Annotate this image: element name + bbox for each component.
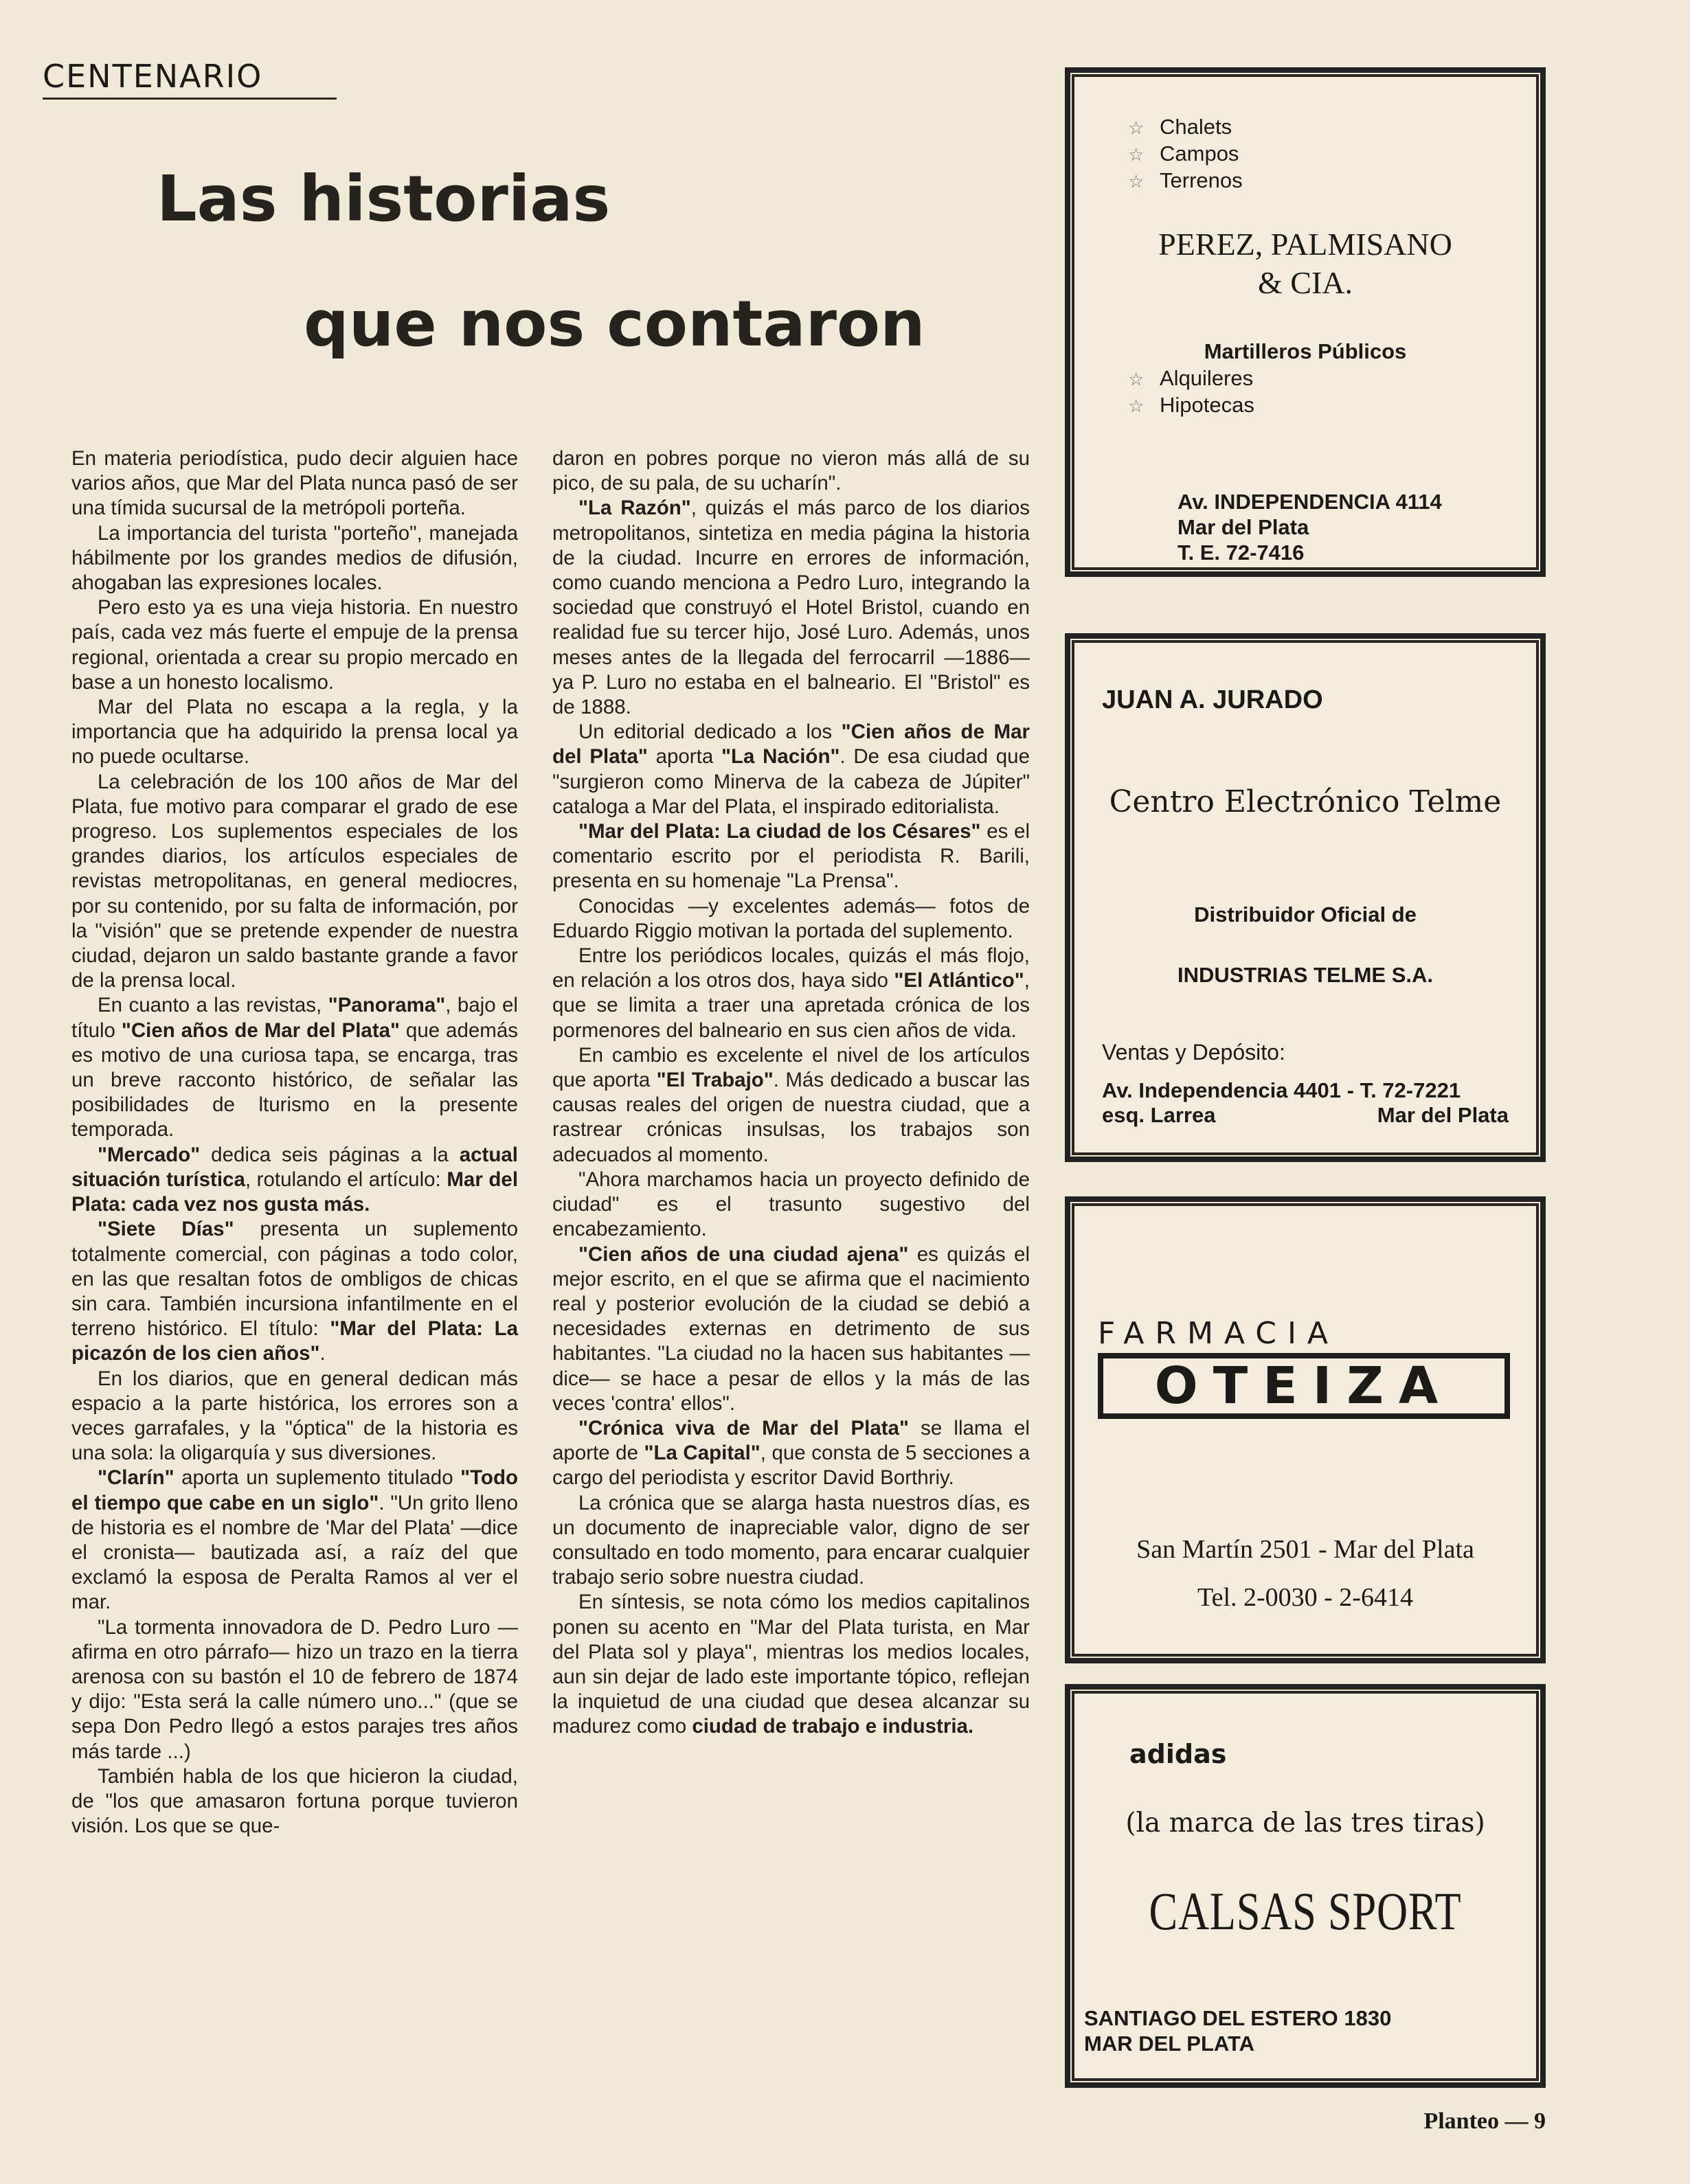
text: . xyxy=(319,1342,326,1365)
ad-distributor-2: INDUSTRIAS TELME S.A. xyxy=(1177,963,1433,987)
ad-phone: T. E. 72-7416 xyxy=(1178,541,1305,565)
magazine-name: Planteo xyxy=(1423,2108,1499,2134)
item-campos: Campos xyxy=(1160,141,1239,166)
bold-text: "La Razón" xyxy=(578,497,691,520)
bold-text: "Mercado" xyxy=(98,1143,201,1166)
article-paragraph xyxy=(552,1242,1030,1416)
star-icon: ☆ xyxy=(1128,396,1145,416)
star-icon: ☆ xyxy=(1128,369,1145,389)
bold-text: "El Trabajo" xyxy=(656,1069,774,1092)
article-paragraph xyxy=(71,695,518,770)
ad-address-city: Mar del Plata xyxy=(1377,1103,1509,1127)
ad-phone: Tel. 2-0030 - 2-6414 xyxy=(1197,1583,1413,1612)
article-paragraph xyxy=(71,446,518,521)
ad-owner: JUAN A. JURADO xyxy=(1102,685,1323,714)
headline-line-2: que nos contaron xyxy=(304,287,925,361)
ad-perez-palmisano xyxy=(1072,74,1539,570)
ad-farmacia-oteiza xyxy=(1072,1203,1539,1657)
adidas-logo: adidas xyxy=(1129,1739,1227,1769)
text: . "Un grito lleno de historia es el nombre de 'Mar del Plata' —dice el cronista— bautizada así, a raíz del que exclamó la esposa de Peralta Ramos al ver el mar. xyxy=(71,1491,518,1614)
text: , que se limita a traer una apretada crónica de los pormenores del balneario en sus cien años de vida. xyxy=(552,969,1030,1042)
article-paragraph xyxy=(552,819,1030,894)
ad-firm-name-1: PEREZ, PALMISANO xyxy=(1158,227,1452,262)
text: Mar del Plata no escapa a la regla, y la importancia que ha adquirido la prensa local ya no puede ocultarse. xyxy=(71,696,518,769)
text: En los diarios, que en general dedican más espacio a la parte histórica, los errores son a veces garrafales, y la "óptica" de la historia es una sola: la oligarquía y sus diversiones. xyxy=(71,1367,518,1465)
ad-subtitle: Martilleros Públicos xyxy=(1204,339,1407,363)
text: dedica seis páginas a la xyxy=(200,1143,460,1166)
text: Un editorial dedicado a los xyxy=(578,720,842,744)
bold-text: ciudad de trabajo e industria. xyxy=(692,1715,974,1738)
pharmacy-label: FARMACIA xyxy=(1098,1316,1340,1351)
article-paragraph xyxy=(552,1043,1030,1168)
article-paragraph xyxy=(552,1491,1030,1591)
ad-address-1: Av. INDEPENDENCIA 4114 xyxy=(1178,490,1442,514)
article-paragraph xyxy=(71,595,518,695)
text: es el comentario escrito por el periodista R. Barili, presenta en su homenaje "La Prensa". xyxy=(552,820,1030,893)
article-paragraph xyxy=(71,1143,518,1218)
text: "Ahora marchamos hacia un proyecto definido de ciudad" es el trasunto sugestivo del encabezamiento. xyxy=(552,1168,1030,1241)
text: En materia periodística, pudo decir alguien hace varios años, que Mar del Plata nunca pasó de ser una tímida sucursal de la metrópoli porteña. xyxy=(71,447,518,520)
article-paragraph xyxy=(71,1367,518,1466)
article-paragraph xyxy=(552,720,1030,819)
page-footer xyxy=(1423,2108,1546,2135)
bold-text: Mar del Plata: cada vez nos gusta más. xyxy=(71,1168,519,1216)
bold-text: "Cien años de una ciudad ajena" xyxy=(578,1242,909,1266)
text: Entre los periódicos locales, quizás el más flojo, en relación a los otros dos, haya sido xyxy=(552,944,1030,992)
article-paragraph xyxy=(71,1217,518,1366)
article-paragraph xyxy=(71,770,518,994)
article-paragraph xyxy=(552,944,1030,1043)
article-paragraph xyxy=(552,1590,1030,1739)
bold-text: "Cien años de Mar del Plata" xyxy=(121,1019,401,1042)
bold-text: "Cien años de Mar del Plata" xyxy=(552,720,1030,769)
text: aporta xyxy=(647,745,721,769)
text: La celebración de los 100 años de Mar del Plata, fue motivo para comparar el grado de ese progreso. Los suplementos especiales de los grandes diarios, los artículos especiales de revistas metropolitanas, en general mediocres, por su contenido, por su falta de información, por la "visión" que se pretende expender de nuestra ciudad, dejaron un saldo bastante grande a favor de la prensa local. xyxy=(71,770,518,992)
text: , que consta de 5 secciones a cargo del periodista y escritor David Borthriy. xyxy=(552,1442,1030,1490)
ad-store-name: Centro Electrónico Telme xyxy=(1109,784,1502,819)
text: es quizás el mejor escrito, en el que se afirma que el nacimiento real y posterior evolución de la ciudad se debió a necesidades externas en detrimento de sus habitantes. "La ciudad no la hacen sus habitantes —dice— se hace a pesar de ellos y la más de las veces 'contra' ellos". xyxy=(552,1242,1030,1415)
text: La importancia del turista "porteño", manejada hábilmente por los grandes medios de difusión, ahogaban las expresiones locales. xyxy=(71,521,518,595)
text: En cuanto a las revistas, xyxy=(98,994,328,1017)
text: Conocidas —y excelentes además— fotos de Eduardo Riggio motivan la portada del suplemento. xyxy=(552,894,1030,942)
bold-text: actual situación turística xyxy=(71,1143,518,1191)
bold-text: "La Nación" xyxy=(721,745,840,769)
text: daron en pobres porque no vieron más allá de su pico, de su pala, de su ucharín". xyxy=(552,447,1030,495)
text: aporta un suplemento titulado xyxy=(174,1466,461,1490)
item-terrenos: Terrenos xyxy=(1160,168,1243,192)
text: , bajo el título xyxy=(71,994,518,1042)
article-paragraph xyxy=(552,446,1030,496)
article-paragraph xyxy=(552,1168,1030,1242)
ad-items-top xyxy=(1128,114,1243,194)
article-paragraph xyxy=(552,1416,1030,1491)
ad-address: San Martín 2501 - Mar del Plata xyxy=(1136,1535,1474,1564)
article-paragraph xyxy=(71,993,518,1142)
article-column-1 xyxy=(71,446,518,1839)
item-hipotecas: Hipotecas xyxy=(1160,393,1254,417)
ad-address-2: Mar del Plata xyxy=(1178,515,1309,539)
text: que además es motivo de una curiosa tapa, se encarga, tras un breve racconto histórico, de señalar las posibilidades de lturismo en la presente temporada. xyxy=(71,1019,518,1141)
article-paragraph xyxy=(71,1615,518,1764)
ad-sales-label: Ventas y Depósito: xyxy=(1102,1040,1285,1065)
star-icon: ☆ xyxy=(1128,171,1145,192)
ad-telme xyxy=(1072,640,1539,1155)
article-column-2 xyxy=(552,446,1030,1740)
text: , quizás el más parco de los diarios metropolitanos, sintetiza en media página la historia de la ciudad. Incurre en errores de información, como cuando menciona a Pedro Luro, integrando la sociedad que construyó el Hotel Bristol, cuando en realidad fue su tercer hijo, José Luro. Además, unos meses antes de la llegada del ferrocarril —1886— ya P. Luro no estaba en el balneario. El "Bristol" es de 1888. xyxy=(552,497,1030,719)
text: En síntesis, se nota cómo los medios capitalinos ponen su acento en "Mar del Plata turista, en Mar del Plata sol y playa", mientras los medios locales, aun sin dejar de lado este importante tópico, reflejan la inquietud de una ciudad que desea alcanzar su madurez como xyxy=(552,1591,1030,1738)
bold-text: "La Capital" xyxy=(644,1442,760,1465)
ad-address-2: MAR DEL PLATA xyxy=(1084,2032,1254,2056)
text: . Más dedicado a buscar las causas reales del origen de nuestra ciudad, que a rastrear crónicas insulsas, los trabajos son adecuados al momento. xyxy=(552,1069,1030,1166)
bold-text: "Mar del Plata: La picazón de los cien años" xyxy=(71,1317,518,1365)
text: , rotulando el artículo: xyxy=(245,1168,447,1191)
article-paragraph xyxy=(71,1764,518,1839)
text: También habla de los que hicieron la ciudad, de "los que amasaron fortuna porque tuvieron visión. Los que se que- xyxy=(71,1764,518,1838)
ad-firm-name-2: & CIA. xyxy=(1258,265,1353,300)
ad-adidas xyxy=(1072,1691,1539,2081)
text: presenta un suplemento totalmente comercial, con páginas a todo color, en las que resaltan fotos de ombligos de chicas sin cara. También incursiona infantilmente en el terreno histórico. El título: xyxy=(71,1218,518,1341)
text: "La tormenta innovadora de D. Pedro Luro —afirma en otro párrafo— hizo un trazo en la tierra arenosa con su bastón el 10 de febrero de 1874 y dijo: "Esta será la calle número uno..." (que se sepa Don Pedro llegó a estos parajes tres años más tarde ...) xyxy=(71,1615,518,1763)
article-paragraph xyxy=(552,894,1030,944)
bold-text: "Clarín" xyxy=(98,1466,174,1490)
bold-text: "Siete Días" xyxy=(98,1218,234,1241)
oteiza-logo: OTEIZA xyxy=(1098,1353,1510,1419)
ad-address-1: Av. Independencia 4401 - T. 72-7221 xyxy=(1102,1078,1461,1102)
ad-store-name: CALSAS SPORT xyxy=(1149,1881,1462,1941)
article-paragraph xyxy=(71,521,518,596)
page-number: — 9 xyxy=(1505,2108,1546,2134)
bold-text: "Crónica viva de Mar del Plata" xyxy=(578,1416,909,1440)
section-label: CENTENARIO xyxy=(43,58,337,100)
text: . De esa ciudad que "surgieron como Minerva de la cabeza de Júpiter" cataloga a Mar del Plata, el inspirado editorialista. xyxy=(552,745,1030,818)
ad-address-corner: esq. Larrea xyxy=(1102,1103,1216,1127)
item-alquileres: Alquileres xyxy=(1160,366,1254,390)
bold-text: "Panorama" xyxy=(328,994,446,1017)
ad-distributor-1: Distribuidor Oficial de xyxy=(1194,902,1417,926)
ad-address-1: SANTIAGO DEL ESTERO 1830 xyxy=(1084,2006,1392,2030)
ad-tagline: (la marca de las tres tiras) xyxy=(1125,1808,1485,1839)
item-chalets: Chalets xyxy=(1160,115,1232,139)
text: En cambio es excelente el nivel de los artículos que aporta xyxy=(552,1043,1030,1092)
article-paragraph xyxy=(71,1466,518,1615)
star-icon: ☆ xyxy=(1128,117,1145,138)
text: La crónica que se alarga hasta nuestros días, es un documento de inapreciable valor, digno de ser consultado en todo momento, para encarar cualquier trabajo serio sobre nuestra ciudad. xyxy=(552,1491,1030,1589)
text: Pero esto ya es una vieja historia. En nuestro país, cada vez más fuerte el empuje de la prensa regional, orientada a crear su propio mercado en base a un honesto localismo. xyxy=(71,596,518,694)
article-paragraph xyxy=(552,496,1030,720)
headline-line-1: Las historias xyxy=(157,162,611,236)
bold-text: "El Atlántico" xyxy=(894,969,1024,992)
bold-text: "Mar del Plata: La ciudad de los Césares" xyxy=(578,820,981,843)
bold-text: "Todo el tiempo que cabe en un siglo" xyxy=(71,1466,518,1514)
star-icon: ☆ xyxy=(1128,144,1145,165)
text: se llama el aporte de xyxy=(552,1416,1030,1465)
